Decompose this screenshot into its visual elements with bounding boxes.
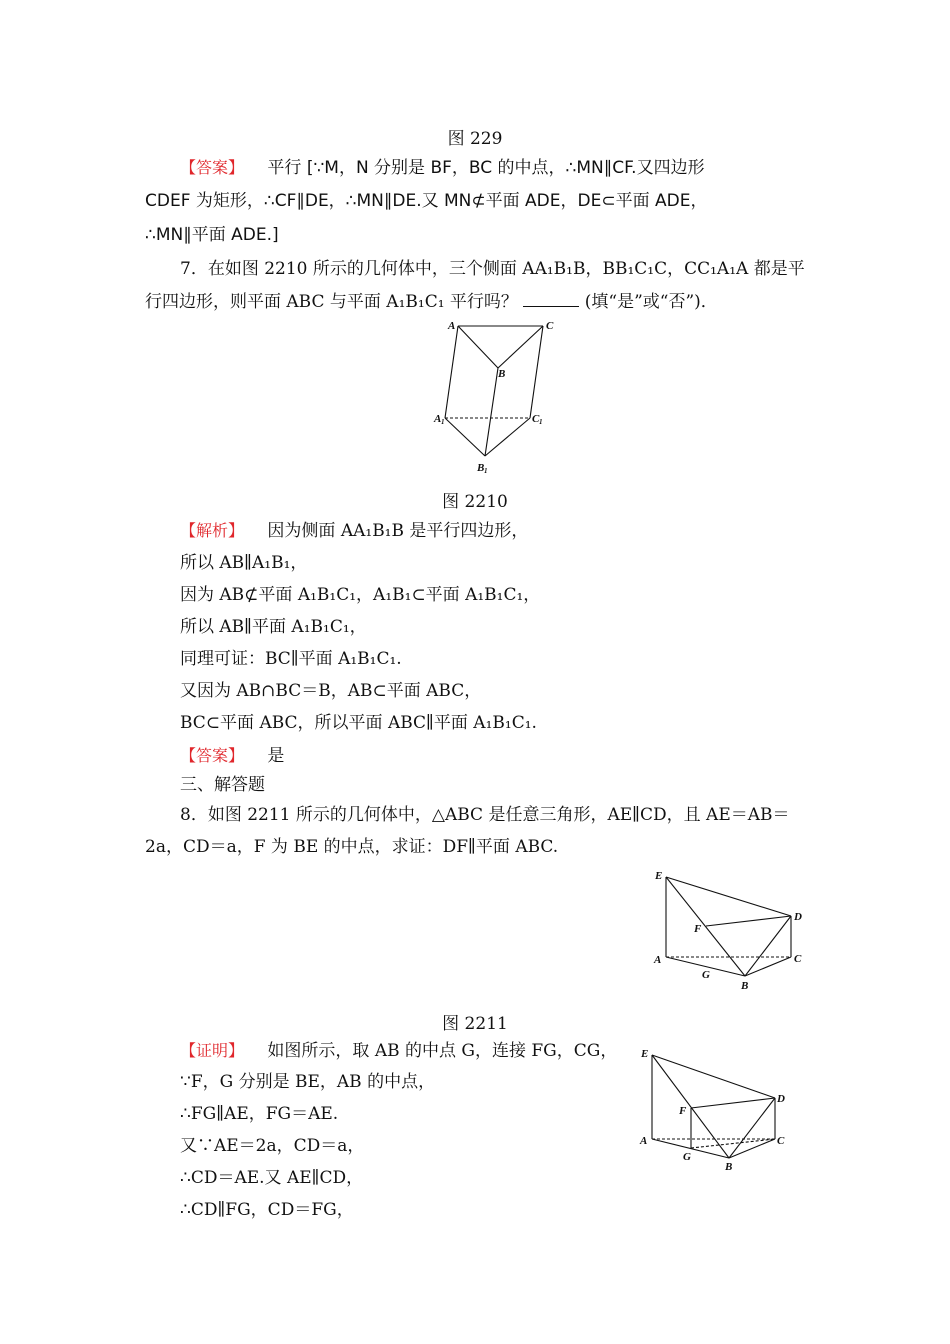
figure-2211-solid [650,868,810,993]
label-E: E [655,870,663,882]
label-A1: A [434,413,442,425]
proof-line-5: ∴CD＝AE.又 AE∥CD， [180,1168,364,1188]
answer-blank [523,290,579,307]
label-B: B [725,1161,733,1173]
label-F: F [679,1105,687,1117]
edge-FD [691,1098,775,1108]
q6-answer-line-2: CDEF 为矩形，∴CF∥DE，∴MN∥DE.又 MN⊄平面 ADE，DE⊂平面 ADE， [145,191,708,211]
label-D: D [794,911,802,923]
analysis-line-4: 所以 AB∥平面 A₁B₁C₁， [180,617,367,637]
proof-text-1: 如图所示，取 AB 的中点 G，连接 FG，CG， [267,1041,618,1061]
q6-answer-line-3: ∴MN∥平面 ADE.] [145,225,279,245]
edge-AB [458,326,498,368]
edge-ED [652,1055,775,1098]
q6-answer-text-1: 平行 [∵M，N 分别是 BF，BC 的中点，∴MN∥CF.又四边形 [267,158,705,178]
edge-B1C1 [485,418,530,456]
label-A: A [654,954,662,966]
figure-229-caption: 图 229 [447,129,503,149]
edge-A1B1 [445,418,485,456]
label-E: E [641,1048,649,1060]
figure-2211-proof-solid [636,1046,796,1176]
edge-ED [666,877,791,916]
edge-EB [666,877,745,976]
q7-text-line-2-tail: (填“是”或“否”)． [584,292,718,312]
label-G: G [683,1151,691,1163]
figure-2211-caption: 图 2211 [442,1014,508,1034]
edge-GC-hidden [691,1139,775,1148]
answer-tag: 【答案】 [180,158,245,177]
edge-BB1 [485,368,498,456]
label-A1-sub: 1 [441,418,445,426]
analysis-line-3: 因为 AB⊄平面 A₁B₁C₁，A₁B₁⊂平面 A₁B₁C₁， [180,585,541,605]
proof-line-2: ∵F，G 分别是 BE，AB 的中点， [180,1072,436,1092]
answer-tag: 【答案】 [180,746,245,765]
q7-text-line-2 [145,290,718,313]
proof-line-1 [180,1040,617,1062]
label-D: D [777,1093,785,1105]
edge-BC [498,326,543,368]
label-B: B [741,980,749,992]
label-B1: B [477,462,485,474]
analysis-line-5: 同理可证：BC∥平面 A₁B₁C₁. [180,649,402,669]
label-A: A [640,1135,648,1147]
label-G: G [702,969,710,981]
analysis-line-6: 又因为 AB∩BC＝B，AB⊂平面 ABC， [180,681,482,701]
q6-answer-line-1 [180,157,705,179]
analysis-line-2: 所以 AB∥A₁B₁， [180,553,308,573]
label-B: B [498,368,506,380]
edge-CC1 [530,326,543,418]
q8-text-line-2: 2a，CD＝a，F 为 BE 的中点，求证：DF∥平面 ABC. [145,837,559,857]
label-B1-sub: 1 [484,467,488,475]
q7-answer-line [180,745,284,767]
analysis-line-7: BC⊂平面 ABC，所以平面 ABC∥平面 A₁B₁C₁. [180,713,537,733]
label-A: A [448,320,456,332]
proof-line-4: 又∵AE＝2a，CD＝a， [180,1136,365,1156]
edge-FD [706,916,791,926]
label-C1: C [532,413,540,425]
analysis-text-1: 因为侧面 AA₁B₁B 是平行四边形， [267,521,529,541]
figure-2210-caption: 图 2210 [442,492,508,512]
figure-2210-prism [430,316,570,478]
proof-line-3: ∴FG∥AE，FG＝AE. [180,1104,339,1124]
q7-text-line-2-main: 行四边形，则平面 ABC 与平面 A₁B₁C₁ 平行吗？ [145,292,518,312]
section-3-title: 三、解答题 [180,775,265,795]
proof-tag: 【证明】 [180,1041,245,1060]
label-C: C [794,953,802,965]
q8-text-line-1: 8．如图 2211 所示的几何体中，△ABC 是任意三角形，AE∥CD，且 AE＝AB＝ [180,805,790,825]
q7-text-line-1: 7．在如图 2210 所示的几何体中，三个侧面 AA₁B₁B，BB₁C₁C，CC₁A₁A 都是平 [180,259,805,279]
label-C: C [777,1135,785,1147]
label-C: C [546,320,554,332]
label-F: F [694,923,702,935]
analysis-line-1 [180,520,528,542]
q7-answer-text: 是 [267,746,285,766]
proof-line-6: ∴CD∥FG，CD＝FG， [180,1200,354,1220]
label-C1-sub: 1 [539,418,543,426]
analysis-tag: 【解析】 [180,521,245,540]
edge-AA1 [445,326,458,418]
